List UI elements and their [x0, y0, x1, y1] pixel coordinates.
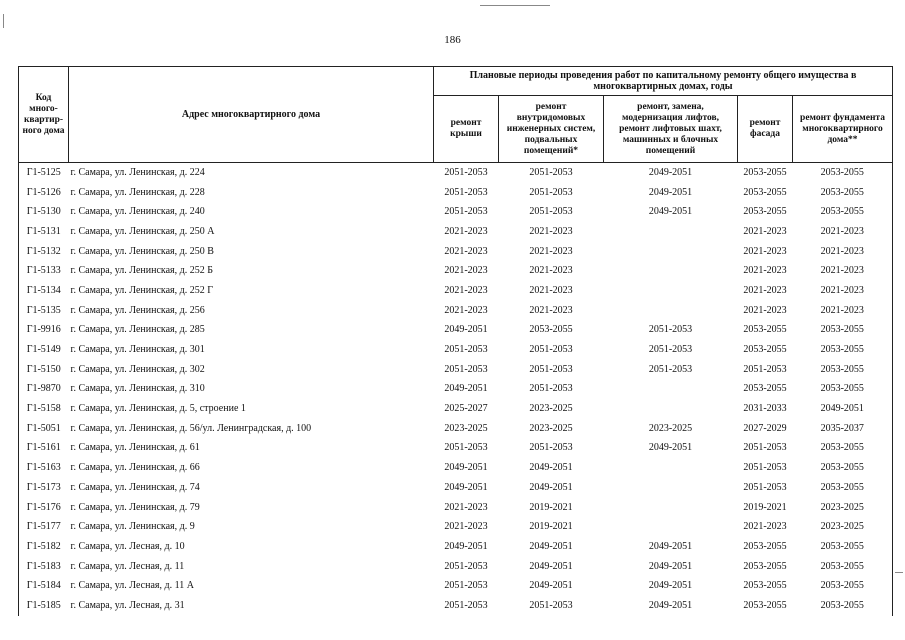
table-row: [19, 242, 893, 262]
cell-roof: 2051-2053: [444, 344, 488, 356]
table-row: [19, 517, 893, 537]
table-row: [19, 439, 893, 459]
cell-foundation: 2021-2023: [793, 261, 893, 281]
cell-foundation: 2053-2055: [793, 596, 893, 616]
cell-roof: 2051-2053: [444, 599, 488, 611]
cell-code: Г1-5182: [19, 537, 69, 557]
cell-systems: 2021-2023: [529, 284, 573, 296]
table-row: [19, 596, 893, 616]
cell-code: Г1-5184: [19, 576, 69, 596]
cell-elevators: [604, 478, 738, 498]
cell-roof: 2051-2053: [444, 206, 488, 218]
cell-address: г. Самара, ул. Ленинская, д. 9: [70, 521, 195, 533]
cell-facade: 2021-2023: [743, 284, 787, 296]
table-row: [19, 557, 893, 577]
cell-code: Г1-5130: [19, 202, 69, 222]
table-row: [19, 183, 893, 203]
cell-elevators: 2049-2051: [648, 560, 693, 572]
cell-facade: 2051-2053: [743, 481, 787, 493]
cell-facade: 2053-2055: [743, 580, 787, 592]
cell-address: г. Самара, ул. Ленинская, д. 224: [69, 163, 434, 183]
cell-facade: 2051-2053: [743, 363, 787, 375]
cell-address: г. Самара, ул. Ленинская, д. 66: [70, 462, 200, 474]
cell-elevators: 2051-2053: [648, 324, 693, 336]
table-row: [19, 458, 893, 478]
cell-address: г. Самара, ул. Ленинская, д. 5, строение 1: [70, 403, 246, 415]
cell-address: г. Самара, ул. Ленинская, д. 240: [70, 206, 205, 218]
cell-roof: 2021-2023: [444, 245, 488, 257]
cell-foundation: 2053-2055: [793, 478, 893, 498]
cell-elevators: 2049-2051: [648, 442, 693, 454]
cell-systems: 2049-2051: [529, 481, 573, 493]
cell-code: Г1-5126: [19, 183, 69, 203]
cell-code: Г1-5150: [19, 360, 69, 380]
cell-code: Г1-5132: [19, 242, 69, 262]
cell-address: г. Самара, ул. Ленинская, д. 250 А: [70, 225, 215, 237]
cell-foundation: 2053-2055: [793, 321, 893, 341]
cell-foundation: 2021-2023: [793, 242, 893, 262]
cell-address: г. Самара, ул. Ленинская, д. 252 Г: [70, 284, 214, 296]
cell-elevators: [604, 498, 738, 518]
cell-facade: 2053-2055: [743, 324, 787, 336]
cell-elevators: [604, 301, 738, 321]
table-row: [19, 301, 893, 321]
table-row: [19, 281, 893, 301]
cell-address: г. Самара, ул. Лесная, д. 31: [70, 599, 185, 611]
table-row: [19, 261, 893, 281]
header-facade: ремонт фасада: [738, 96, 793, 163]
cell-code: Г1-5163: [19, 458, 69, 478]
cell-systems: 2051-2053: [529, 206, 573, 218]
cell-code: Г1-5185: [19, 596, 69, 616]
table-row: [19, 202, 893, 222]
header-periods-group: Плановые периоды проведения работ по капитальному ремонту общего имущества в многоквартирных домах, годы: [434, 67, 893, 96]
cell-address: г. Самара, ул. Ленинская, д. 74: [70, 481, 200, 493]
cell-facade: 2053-2055: [743, 344, 787, 356]
cell-address: г. Самара, ул. Ленинская, д. 61: [70, 442, 200, 454]
cell-roof: 2051-2053: [444, 186, 488, 198]
cell-address: г. Самара, ул. Ленинская, д. 302: [70, 363, 205, 375]
cell-address: г. Самара, ул. Лесная, д. 11: [70, 560, 185, 572]
cell-code: Г1-5176: [19, 498, 69, 518]
cell-roof: 2021-2023: [444, 284, 488, 296]
cell-systems: 2021-2023: [529, 245, 573, 257]
cell-roof: 2021-2023: [444, 521, 488, 533]
cell-roof: 2049-2051: [444, 462, 488, 474]
cell-systems: 2049-2051: [529, 462, 573, 474]
cell-address: г. Самара, ул. Ленинская, д. 310: [70, 383, 205, 395]
cell-elevators: [604, 517, 738, 537]
cell-address: г. Самара, ул. Ленинская, д. 228: [70, 186, 205, 198]
cell-roof: 2051-2053: [444, 580, 488, 592]
cell-address: г. Самара, ул. Ленинская, д. 256: [70, 304, 205, 316]
cell-code: Г1-5134: [19, 281, 69, 301]
cell-elevators: 2049-2051: [648, 206, 693, 218]
cell-facade: 2053-2055: [743, 540, 787, 552]
cell-elevators: 2049-2051: [648, 599, 693, 611]
cell-elevators: 2049-2051: [648, 186, 693, 198]
cell-elevators: [604, 242, 738, 262]
cell-facade: 2053-2055: [743, 560, 787, 572]
cell-foundation: 2053-2055: [793, 576, 893, 596]
table-row: [19, 340, 893, 360]
cell-facade: 2053-2055: [743, 186, 787, 198]
scan-artifact-top: [480, 5, 550, 6]
cell-foundation: 2049-2051: [793, 399, 893, 419]
cell-facade: 2031-2033: [743, 403, 787, 415]
cell-elevators: [604, 380, 738, 400]
cell-code: Г1-5131: [19, 222, 69, 242]
cell-systems: 2019-2021: [529, 501, 573, 513]
cell-roof: 2051-2053: [434, 163, 499, 183]
scan-artifact-left: [3, 14, 4, 28]
cell-foundation: 2053-2055: [793, 557, 893, 577]
cell-roof: 2051-2053: [444, 363, 488, 375]
cell-foundation: 2023-2025: [793, 498, 893, 518]
cell-code: Г1-5135: [19, 301, 69, 321]
cell-elevators: [604, 458, 738, 478]
table-row: [19, 321, 893, 341]
cell-elevators: 2051-2053: [648, 344, 693, 356]
cell-systems: 2049-2051: [529, 580, 573, 592]
cell-code: Г1-5177: [19, 517, 69, 537]
cell-roof: 2025-2027: [444, 403, 488, 415]
table-row: [19, 478, 893, 498]
capital-repair-schedule-table: [18, 66, 893, 616]
cell-foundation: 2053-2055: [793, 458, 893, 478]
cell-foundation: 2035-2037: [793, 419, 893, 439]
cell-facade: 2053-2055: [743, 599, 787, 611]
cell-systems: 2051-2053: [529, 599, 573, 611]
cell-foundation: 2053-2055: [793, 439, 893, 459]
cell-elevators: 2049-2051: [604, 163, 738, 183]
cell-foundation: 2053-2055: [793, 183, 893, 203]
cell-facade: 2019-2021: [743, 501, 787, 513]
cell-systems: 2051-2053: [529, 344, 573, 356]
cell-systems: 2049-2051: [529, 560, 573, 572]
header-systems: ремонт внутридомовых инженерных систем, подвальных помещений*: [499, 96, 604, 163]
cell-elevators: 2049-2051: [648, 580, 693, 592]
cell-address: г. Самара, ул. Ленинская, д. 252 Б: [70, 265, 213, 277]
table-row: [19, 380, 893, 400]
cell-roof: 2021-2023: [444, 265, 488, 277]
cell-elevators: 2023-2025: [648, 422, 693, 434]
cell-roof: 2049-2051: [444, 540, 488, 552]
cell-systems: 2051-2053: [499, 163, 604, 183]
cell-roof: 2049-2051: [444, 481, 488, 493]
cell-roof: 2049-2051: [444, 324, 488, 336]
cell-code: Г1-9870: [19, 380, 69, 400]
cell-facade: 2051-2053: [743, 462, 787, 474]
cell-code: Г1-5125: [19, 163, 69, 183]
cell-foundation: 2053-2055: [793, 360, 893, 380]
cell-roof: 2021-2023: [444, 304, 488, 316]
cell-systems: 2049-2051: [529, 540, 573, 552]
cell-roof: 2021-2023: [444, 225, 488, 237]
table-row: [19, 498, 893, 518]
cell-code: Г1-5173: [19, 478, 69, 498]
cell-address: г. Самара, ул. Ленинская, д. 56/ул. Ленинградская, д. 100: [70, 422, 312, 434]
table-row: [19, 419, 893, 439]
cell-systems: 2023-2025: [529, 403, 573, 415]
cell-elevators: 2049-2051: [648, 540, 693, 552]
page-number: 186: [444, 34, 461, 46]
cell-facade: 2021-2023: [743, 225, 787, 237]
header-code: Код много-квартир-ного дома: [19, 67, 69, 163]
cell-foundation: 2053-2055: [793, 537, 893, 557]
cell-facade: 2051-2053: [743, 442, 787, 454]
cell-facade: 2027-2029: [743, 422, 787, 434]
cell-foundation: 2053-2055: [793, 202, 893, 222]
cell-code: Г1-5051: [19, 419, 69, 439]
cell-systems: 2051-2053: [529, 186, 573, 198]
header-foundation: ремонт фундамента многоквартирного дома**: [793, 96, 893, 163]
cell-address: г. Самара, ул. Ленинская, д. 79: [70, 501, 200, 513]
cell-facade: 2021-2023: [743, 521, 787, 533]
cell-facade: 2053-2055: [743, 383, 787, 395]
cell-foundation: 2021-2023: [793, 281, 893, 301]
table-row: [19, 163, 893, 183]
cell-systems: 2021-2023: [529, 304, 573, 316]
table-row: [19, 360, 893, 380]
cell-address: г. Самара, ул. Лесная, д. 11 А: [70, 580, 194, 592]
cell-roof: 2049-2051: [444, 383, 488, 395]
cell-systems: 2053-2055: [529, 324, 573, 336]
table-row: [19, 222, 893, 242]
cell-code: Г1-5149: [19, 340, 69, 360]
cell-foundation: 2023-2025: [793, 517, 893, 537]
cell-foundation: 2053-2055: [793, 380, 893, 400]
cell-roof: 2051-2053: [444, 442, 488, 454]
cell-facade: 2021-2023: [743, 265, 787, 277]
cell-foundation: 2053-2055: [793, 163, 893, 183]
cell-systems: 2051-2053: [529, 442, 573, 454]
cell-roof: 2023-2025: [444, 422, 488, 434]
table-row: [19, 537, 893, 557]
cell-address: г. Самара, ул. Лесная, д. 10: [70, 540, 185, 552]
cell-facade: 2021-2023: [743, 245, 787, 257]
cell-code: Г1-5161: [19, 439, 69, 459]
cell-systems: 2021-2023: [529, 265, 573, 277]
header-roof: ремонт крыши: [434, 96, 499, 163]
cell-systems: 2023-2025: [529, 422, 573, 434]
cell-systems: 2051-2053: [529, 363, 573, 375]
scan-artifact-right: [895, 572, 903, 573]
header-address: Адрес многоквартирного дома: [69, 67, 434, 163]
cell-systems: 2021-2023: [529, 225, 573, 237]
cell-code: Г1-5183: [19, 557, 69, 577]
table-row: [19, 576, 893, 596]
cell-address: г. Самара, ул. Ленинская, д. 285: [70, 324, 205, 336]
cell-elevators: 2051-2053: [648, 363, 693, 375]
cell-roof: 2021-2023: [444, 501, 488, 513]
cell-systems: 2051-2053: [529, 383, 573, 395]
cell-roof: 2051-2053: [444, 560, 488, 572]
cell-foundation: 2021-2023: [793, 301, 893, 321]
cell-code: Г1-9916: [19, 321, 69, 341]
cell-facade: 2021-2023: [743, 304, 787, 316]
cell-foundation: 2053-2055: [793, 340, 893, 360]
cell-elevators: [604, 399, 738, 419]
table-body: [19, 163, 893, 616]
cell-elevators: [604, 281, 738, 301]
cell-systems: 2019-2021: [529, 521, 573, 533]
table-row: [19, 399, 893, 419]
cell-elevators: [604, 222, 738, 242]
cell-address: г. Самара, ул. Ленинская, д. 250 В: [70, 245, 214, 257]
cell-foundation: 2021-2023: [793, 222, 893, 242]
cell-facade: 2053-2055: [738, 163, 793, 183]
cell-elevators: [604, 261, 738, 281]
cell-code: Г1-5133: [19, 261, 69, 281]
header-elevators: ремонт, замена, модернизация лифтов, ремонт лифтовых шахт, машинных и блочных помещений: [604, 96, 738, 163]
cell-address: г. Самара, ул. Ленинская, д. 301: [70, 344, 205, 356]
cell-code: Г1-5158: [19, 399, 69, 419]
cell-facade: 2053-2055: [743, 206, 787, 218]
